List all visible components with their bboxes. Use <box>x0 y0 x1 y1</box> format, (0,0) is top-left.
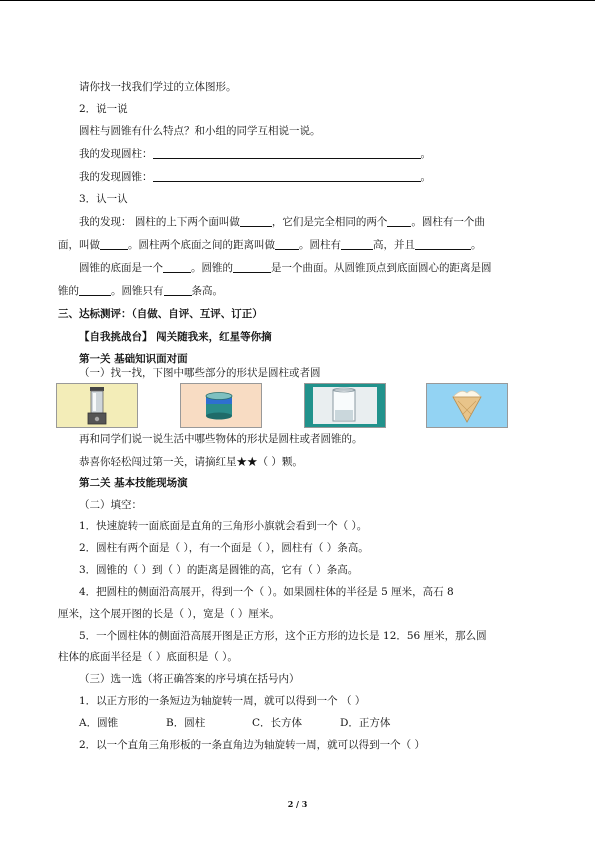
recognize-line-4 <box>58 284 223 298</box>
page-number: 2 / 3 <box>287 799 308 809</box>
recognize-l1-b: ，它们是完全相同的两个 <box>271 216 388 228</box>
blank-identical[interactable] <box>387 215 411 227</box>
blank-height-count[interactable] <box>341 238 373 250</box>
recognize-l4-b: 。圆锥只有 <box>111 285 164 297</box>
cylinder-finding-end: 。 <box>420 148 431 160</box>
fill-question-4b: 厘米，这个展开图的长是（ ），宽是（ ）厘米。 <box>58 608 280 620</box>
section-2-title: 2．说一说 <box>79 103 128 115</box>
recognize-l4-a: 锥的 <box>58 285 79 297</box>
blank-height[interactable] <box>275 238 299 250</box>
blender-icon <box>57 384 137 427</box>
blender-image <box>56 383 138 428</box>
fill-title: （二）填空： <box>79 499 142 511</box>
blank-curved-surface[interactable] <box>100 238 128 250</box>
fill-question-4a: 4．把圆柱的侧面沿高展开，得到一个（ ）。如果圆柱体的半径是 5 厘米，高石 8 <box>79 586 454 598</box>
level-1-title: 第一关 基础知识面对面 <box>79 353 188 365</box>
recognize-l2-d: 高，并且 <box>373 239 415 251</box>
ice-cream-cone-icon <box>427 384 507 427</box>
cylinder-finding-blank[interactable] <box>153 147 421 159</box>
blank-cone-height[interactable] <box>79 284 111 296</box>
recognize-l1-c: 。圆柱有一个曲 <box>411 216 485 228</box>
cylinder-finding-label: 我的发现圆柱： <box>79 148 153 160</box>
fill-question-3: 3．圆锥的（ ）到（ ）的距离是圆锥的高，它有（ ）条高。 <box>79 564 359 576</box>
choice-title: （三）选一选（将正确答案的序号填在括号内） <box>79 673 300 685</box>
fill-question-5a: 5．一个圆柱体的侧面沿高展开图是正方形，这个正方形的边长是 12．56 厘米，那么圆 <box>79 630 487 642</box>
recognize-l3-b: 。圆锥的 <box>191 262 233 274</box>
blank-cone-side[interactable] <box>233 261 271 273</box>
recognize-line-3 <box>79 261 492 275</box>
section-2-prompt: 圆柱与圆锥有什么特点？和小组的同学互相说一说。 <box>79 125 321 137</box>
recognize-l4-c: 条高。 <box>191 285 223 297</box>
cone-finding-label: 我的发现圆锥： <box>79 171 153 183</box>
blank-height-property[interactable] <box>415 238 471 250</box>
intro-line: 请你找一找我们学过的立体图形。 <box>79 81 237 93</box>
cone-finding-end: 。 <box>420 171 431 183</box>
cone-finding-row <box>79 170 431 184</box>
level-2-title: 第二关 基本技能现场演 <box>79 477 188 489</box>
blank-base-faces[interactable] <box>240 215 272 227</box>
level-1-q2: 再和同学们说一说生活中哪些物体的形状是圆柱或者圆锥的。 <box>79 433 363 445</box>
recognize-line-1 <box>79 215 485 229</box>
cylinder-finding-row <box>79 147 431 161</box>
recognize-l2-b: 。圆柱两个底面之间的距离叫做 <box>128 239 275 251</box>
recognize-l3-a: 圆锥的底面是一个 <box>79 262 163 274</box>
blank-cone-base[interactable] <box>163 261 191 273</box>
glass-image <box>304 383 386 428</box>
choice-question-1: 1．以正方形的一条短边为轴旋转一周，就可以得到一个 （ ） <box>79 695 366 707</box>
tin-can-icon <box>181 384 261 427</box>
choice-option-a[interactable]: A．圆锥 <box>79 717 119 729</box>
cone-finding-blank[interactable] <box>153 170 421 182</box>
tin-can-image <box>180 383 262 428</box>
section-3-title: 3．认一认 <box>79 193 128 205</box>
recognize-l2-a: 面，叫做 <box>58 239 100 251</box>
recognize-l2-e: 。 <box>471 239 482 251</box>
recognize-l1-a: 我的发现： 圆柱的上下两个面叫做 <box>79 216 240 228</box>
fill-question-1: 1．快速旋转一面底面是直角的三角形小旗就会看到一个（ ）。 <box>79 520 368 532</box>
recognize-l3-c: 是一个曲面。从圆锥顶点到底面圆心的距离是圆 <box>271 262 492 274</box>
blank-cone-height-count[interactable] <box>164 284 192 296</box>
recognize-l2-c: 。圆柱有 <box>299 239 341 251</box>
level-1-q1: （一）找一找，下图中哪些部分的形状是圆柱或者圆 <box>79 367 321 379</box>
level-1-congrats: 恭喜你轻松闯过第一关，请摘红星★★（ ）颗。 <box>79 456 303 468</box>
choice-option-d[interactable]: D．正方体 <box>340 717 391 729</box>
fill-question-5b: 柱体的底面半径是（ ）底面积是（ ）。 <box>58 651 238 663</box>
choice-question-2: 2．以一个直角三角形板的一条直角边为轴旋转一周，就可以得到一个（ ） <box>79 739 426 751</box>
glass-icon <box>305 384 385 427</box>
section-3-heading: 三、达标测评：（自做、自评、互评、订正） <box>58 308 263 320</box>
fill-question-2: 2．圆柱有两个面是（ ），有一个面是（ ），圆柱有（ ）条高。 <box>79 542 369 554</box>
ice-cream-cone-image <box>426 383 508 428</box>
choice-option-c[interactable]: C．长方体 <box>252 717 303 729</box>
recognize-line-2 <box>58 238 482 252</box>
challenge-heading: 【自我挑战台】 闯关随我来，红星等你摘 <box>79 331 272 343</box>
choice-option-b[interactable]: B．圆柱 <box>166 717 206 729</box>
